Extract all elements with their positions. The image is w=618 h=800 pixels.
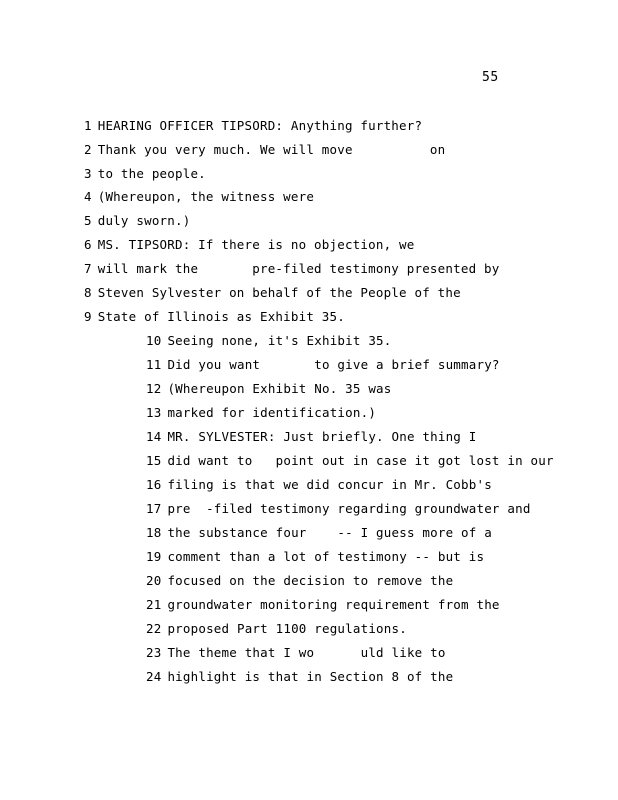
line-number: 14 bbox=[146, 429, 162, 444]
line-text: proposed Part 1100 regulations. bbox=[167, 621, 407, 636]
transcript-line bbox=[84, 142, 445, 158]
line-text: Thank you very much. We will move on bbox=[97, 142, 446, 157]
line-number: 23 bbox=[146, 645, 162, 660]
line-number: 22 bbox=[146, 621, 162, 636]
line-number: 24 bbox=[146, 669, 162, 684]
line-text: the substance four -- I guess more of a bbox=[167, 525, 492, 540]
transcript-line bbox=[146, 405, 376, 421]
line-text: MR. SYLVESTER: Just briefly. One thing I bbox=[167, 429, 477, 444]
line-number: 5 bbox=[84, 213, 92, 228]
transcript-line bbox=[84, 285, 461, 301]
line-number: 17 bbox=[146, 501, 162, 516]
transcript-line bbox=[146, 381, 392, 397]
page-number: 55 bbox=[482, 70, 499, 85]
line-text: comment than a lot of testimony -- but is bbox=[167, 549, 485, 564]
line-number: 2 bbox=[84, 142, 92, 157]
transcript-line bbox=[84, 237, 415, 253]
transcript-line bbox=[146, 597, 500, 613]
line-text: marked for identification.) bbox=[167, 405, 377, 420]
transcript-line bbox=[146, 669, 453, 685]
line-number: 21 bbox=[146, 597, 162, 612]
line-number: 7 bbox=[84, 261, 92, 276]
line-text: filing is that we did concur in Mr. Cobb's bbox=[167, 477, 492, 492]
transcript-line bbox=[146, 453, 554, 469]
line-text: will mark the pre-filed testimony presented by bbox=[97, 261, 500, 276]
transcript-line bbox=[146, 477, 492, 493]
transcript-line bbox=[84, 261, 499, 277]
line-text: MS. TIPSORD: If there is no objection, we bbox=[97, 237, 415, 252]
transcript-line bbox=[146, 573, 453, 589]
transcript-line bbox=[84, 309, 345, 325]
transcript-line bbox=[146, 333, 392, 349]
transcript-line bbox=[146, 501, 531, 517]
transcript-line bbox=[84, 189, 314, 205]
line-number: 9 bbox=[84, 309, 92, 324]
line-text: focused on the decision to remove the bbox=[167, 573, 454, 588]
transcript-line bbox=[84, 166, 206, 182]
transcript-line bbox=[146, 645, 446, 661]
line-number: 18 bbox=[146, 525, 162, 540]
transcript-line bbox=[146, 429, 476, 445]
line-text: The theme that I wo uld like to bbox=[167, 645, 446, 660]
line-number: 3 bbox=[84, 166, 92, 181]
line-number: 12 bbox=[146, 381, 162, 396]
line-number: 15 bbox=[146, 453, 162, 468]
line-text: highlight is that in Section 8 of the bbox=[167, 669, 454, 684]
transcript-line bbox=[84, 118, 422, 134]
line-text: to the people. bbox=[97, 166, 206, 181]
transcript-line bbox=[146, 621, 407, 637]
line-number: 8 bbox=[84, 285, 92, 300]
line-text: (Whereupon Exhibit No. 35 was bbox=[167, 381, 392, 396]
line-number: 10 bbox=[146, 333, 162, 348]
line-text: did want to point out in case it got lost in our bbox=[167, 453, 554, 468]
line-text: Seeing none, it's Exhibit 35. bbox=[167, 333, 392, 348]
line-text: HEARING OFFICER TIPSORD: Anything further? bbox=[97, 118, 423, 133]
line-number: 13 bbox=[146, 405, 162, 420]
line-number: 1 bbox=[84, 118, 92, 133]
line-number: 20 bbox=[146, 573, 162, 588]
line-number: 11 bbox=[146, 357, 162, 372]
line-number: 4 bbox=[84, 189, 92, 204]
transcript-line bbox=[146, 549, 484, 565]
line-text: Did you want to give a brief summary? bbox=[167, 357, 500, 372]
line-number: 16 bbox=[146, 477, 162, 492]
line-text: Steven Sylvester on behalf of the People of the bbox=[97, 285, 461, 300]
line-number: 19 bbox=[146, 549, 162, 564]
transcript-line bbox=[146, 357, 500, 373]
line-text: State of Illinois as Exhibit 35. bbox=[97, 309, 345, 324]
line-text: duly sworn.) bbox=[97, 213, 191, 228]
transcript-line bbox=[84, 213, 190, 229]
line-number: 6 bbox=[84, 237, 92, 252]
line-text: (Whereupon, the witness were bbox=[97, 189, 315, 204]
transcript-line bbox=[146, 525, 492, 541]
line-text: pre -filed testimony regarding groundwater and bbox=[167, 501, 531, 516]
line-text: groundwater monitoring requirement from the bbox=[167, 597, 500, 612]
